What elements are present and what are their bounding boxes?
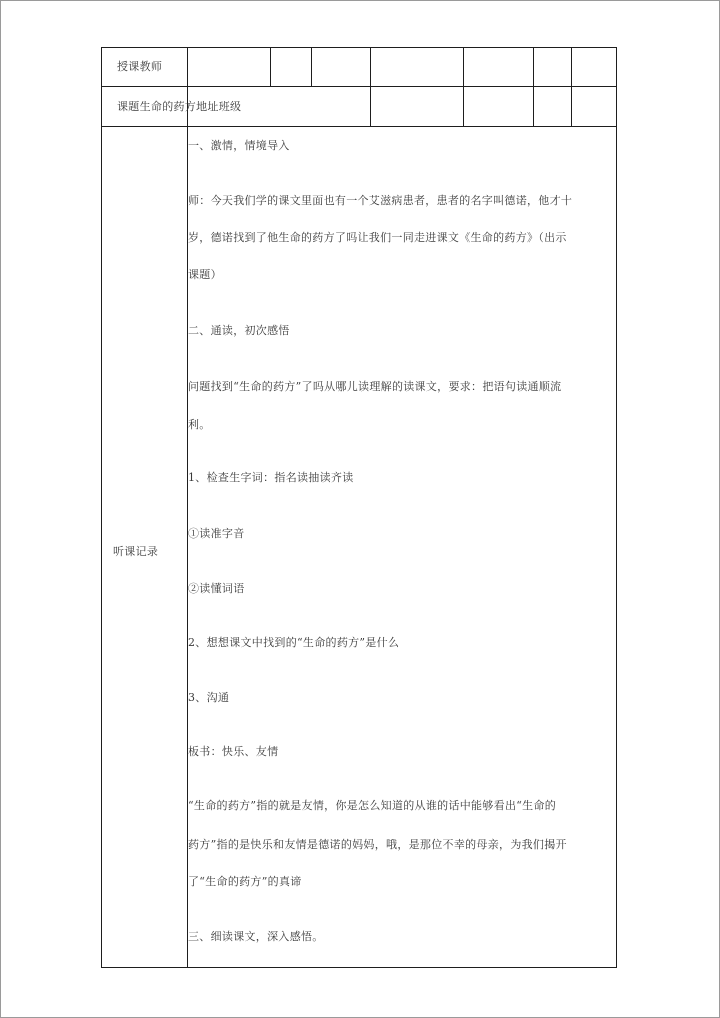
content-line: 2、想想课文中找到的“生命的药方”是什么	[188, 636, 400, 649]
table-right-border	[616, 47, 617, 968]
content-line: 药方”指的是快乐和友情是德诺的妈妈，哦，是那位不幸的母亲，为我们揭开	[188, 838, 567, 851]
table-top-border	[101, 47, 617, 48]
content-line: 板书：快乐、友情	[188, 745, 279, 758]
table-left-border	[101, 47, 102, 968]
row-cell-divider	[370, 47, 371, 127]
row1-cell-divider	[270, 47, 271, 87]
content-line: ①读准字音	[188, 527, 245, 540]
row-cell-divider	[463, 47, 464, 127]
content-line: 了“生命的药方”的真谛	[188, 875, 302, 888]
row1-bottom-border	[101, 86, 617, 87]
topic-label: 课题生命的药方地址班级	[117, 100, 242, 113]
record-label: 听课记录	[113, 545, 159, 558]
row-cell-divider	[571, 47, 572, 127]
teacher-label: 授课教师	[117, 60, 163, 73]
content-line: 3、沟通	[188, 691, 230, 704]
content-line: 课题）	[188, 268, 222, 281]
content-line: 1、检查生字词：指名读抽读齐读	[188, 471, 354, 484]
row2-bottom-border	[101, 126, 617, 127]
table-bottom-border	[101, 967, 617, 968]
content-line: 一、激情，情境导入	[188, 139, 290, 152]
content-line: 问题找到“生命的药方”了吗从哪儿读理解的读课文，要求：把语句读通顺流	[188, 380, 562, 393]
content-line: 三、细读课文，深入感悟。	[188, 930, 324, 943]
row1-cell-divider	[311, 47, 312, 87]
content-line: “生命的药方”指的就是友情，你是怎么知道的从谁的话中能够看出“生命的	[188, 799, 557, 812]
label-column-divider	[187, 47, 188, 968]
content-line: 利。	[188, 418, 211, 431]
content-line: 岁，德诺找到了他生命的药方了吗让我们一同走进课文《生命的药方》（出示	[188, 231, 567, 244]
content-line: ②读懂词语	[188, 582, 245, 595]
content-line: 二、通读，初次感悟	[188, 324, 290, 337]
row-cell-divider	[533, 47, 534, 127]
content-line: 师：今天我们学的课文里面也有一个艾滋病患者，患者的名字叫德诺，他才十	[188, 194, 573, 207]
